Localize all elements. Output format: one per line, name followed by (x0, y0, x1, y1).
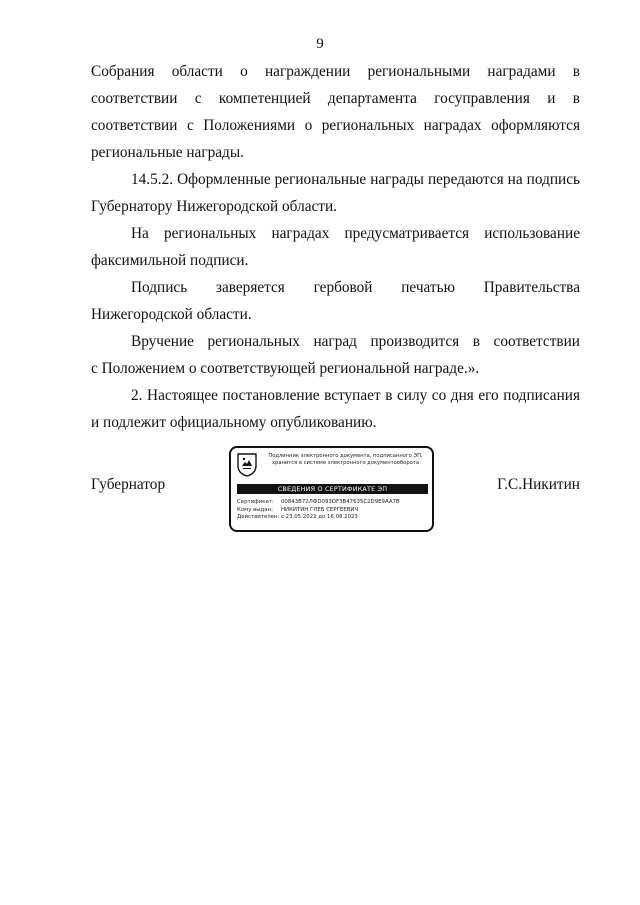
signer-title: Губернатор (91, 476, 166, 493)
stamp-fields (237, 499, 400, 522)
signature-block (91, 446, 580, 536)
paragraph (91, 382, 580, 436)
paragraph (91, 220, 580, 274)
paragraph (91, 166, 580, 220)
text-line: Губернатору Нижегородской области. (91, 198, 337, 215)
text-line: факсимильной подписи. (91, 252, 249, 269)
paragraph (91, 328, 580, 382)
field-label: Сертификат: (237, 499, 274, 505)
text-line: Вручение региональных наград производится в соответствии (131, 333, 580, 350)
text-line: Собрания области о награждении региональными наградами в (91, 63, 580, 80)
signer-name: Г.С.Никитин (497, 476, 580, 493)
text-line: Подпись заверяется гербовой печатью Правительства (131, 279, 580, 296)
field-label: Кому выдан: (237, 506, 273, 513)
field-value: НИКИТИН ГЛЕБ СЕРГЕЕВИЧ (281, 506, 359, 513)
text-line: региональные награды. (91, 144, 244, 161)
text-line: с Положением о соответствующей региональной награде.». (91, 360, 480, 377)
validity-row (237, 514, 400, 522)
paragraph (91, 58, 580, 166)
electronic-signature-stamp (229, 446, 434, 532)
field-value: 00843B72ЛФD093DF3B47635C2D9E9AA7B (281, 499, 400, 505)
stamp-header: СВЕДЕНИЯ О СЕРТИФИКАТЕ ЭП (237, 484, 428, 494)
text-line: 2. Настоящее постановление вступает в силу со дня его подписания (131, 387, 580, 404)
stamp-note (263, 453, 428, 467)
text-line: и подлежит официальному опубликованию. (91, 414, 377, 431)
document-body (91, 58, 580, 436)
field-value: с 23.05.2022 до 16.08.2023 (281, 514, 358, 520)
stamp-note-line: Подлинник электронного документа, подписанного ЭП, (268, 453, 423, 459)
text-line: Нижегородской области. (91, 306, 252, 323)
text-line: соответствии с Положениями о региональных наградах оформляются (91, 117, 580, 134)
text-line: соответствии с компетенцией департамента госуправления и в (91, 90, 580, 107)
field-label: Действителен: (237, 514, 280, 520)
issued-to-row (237, 507, 400, 515)
certificate-row (237, 499, 400, 507)
coat-of-arms-icon (237, 453, 257, 477)
text-line: На региональных наградах предусматривается использование (131, 225, 580, 242)
text-line: 14.5.2. Оформленные региональные награды передаются на подпись (131, 171, 580, 188)
paragraph (91, 274, 580, 328)
page-number: 9 (316, 36, 324, 52)
stamp-note-line: хранится в системе электронного документооборота (271, 460, 420, 466)
